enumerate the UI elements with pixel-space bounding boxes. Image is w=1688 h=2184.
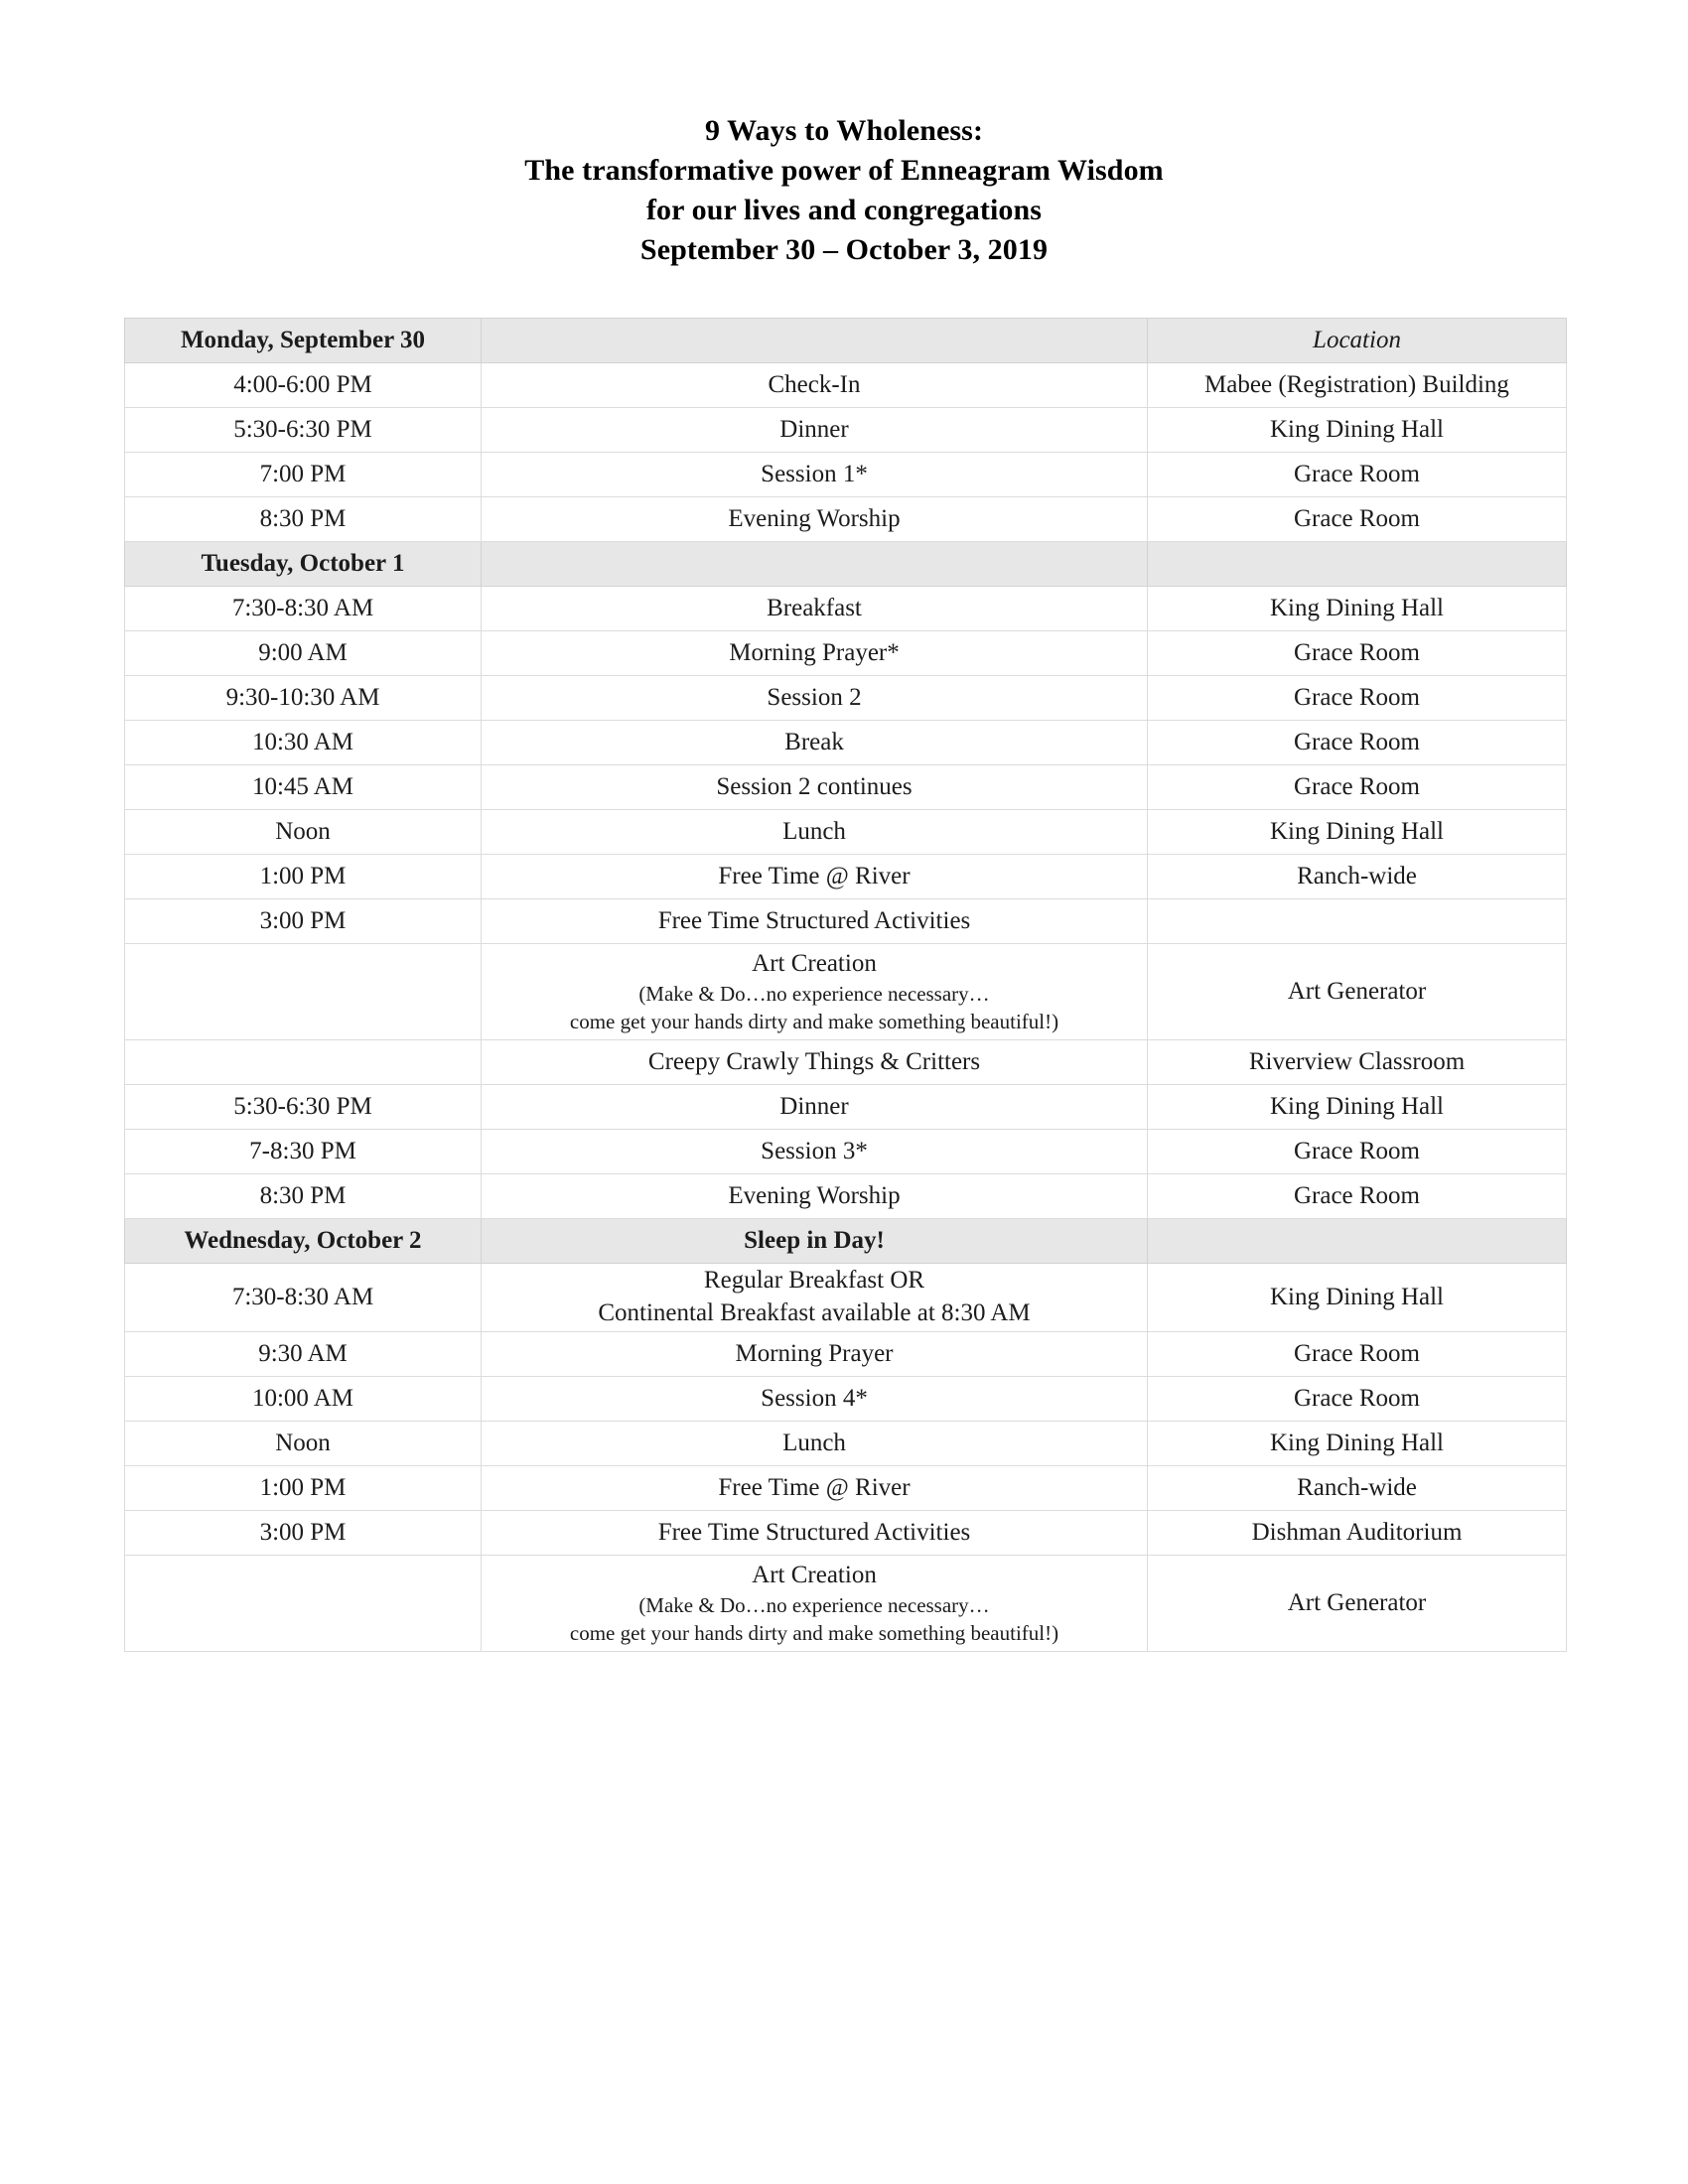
schedule-table [124, 318, 1567, 1652]
schedule-event-title: Evening Worship [728, 505, 901, 532]
schedule-time-cell: 7:30-8:30 AM [125, 1264, 482, 1332]
schedule-location-cell: King Dining Hall [1148, 1085, 1567, 1130]
schedule-event-cell [482, 721, 1148, 765]
schedule-row [125, 1377, 1567, 1422]
schedule-time-cell: 9:30 AM [125, 1332, 482, 1377]
schedule-time-cell [125, 1556, 482, 1652]
schedule-event-cell [482, 587, 1148, 631]
schedule-event-title: Session 2 continues [716, 773, 913, 800]
schedule-event-title: Art Creation [752, 950, 877, 977]
schedule-location-cell: King Dining Hall [1148, 587, 1567, 631]
schedule-event-title: Free Time @ River [718, 863, 911, 889]
schedule-location-cell: Grace Room [1148, 1332, 1567, 1377]
schedule-location-cell: Ranch-wide [1148, 1466, 1567, 1511]
schedule-time-cell: 3:00 PM [125, 899, 482, 944]
day-label: Monday, September 30 [125, 319, 482, 363]
schedule-row [125, 944, 1567, 1040]
schedule-location-cell: Dishman Auditorium [1148, 1511, 1567, 1556]
schedule-event-cell [482, 497, 1148, 542]
schedule-location-cell: Art Generator [1148, 1556, 1567, 1652]
schedule-row [125, 1556, 1567, 1652]
schedule-row [125, 1511, 1567, 1556]
schedule-event-title: Session 3* [761, 1138, 868, 1164]
schedule-location-cell [1148, 899, 1567, 944]
schedule-event-cell [482, 1264, 1148, 1332]
schedule-row [125, 1332, 1567, 1377]
schedule-table-body [125, 319, 1567, 1652]
schedule-row [125, 1130, 1567, 1174]
schedule-event-title: Lunch [782, 818, 846, 845]
schedule-location-cell: Grace Room [1148, 497, 1567, 542]
schedule-location-cell: Grace Room [1148, 1130, 1567, 1174]
schedule-row [125, 631, 1567, 676]
document-title-block [0, 0, 1688, 270]
schedule-location-cell: Grace Room [1148, 1377, 1567, 1422]
schedule-time-cell: 9:00 AM [125, 631, 482, 676]
schedule-time-cell: 10:30 AM [125, 721, 482, 765]
schedule-event-cell [482, 676, 1148, 721]
schedule-time-cell: 8:30 PM [125, 497, 482, 542]
schedule-event-title: Evening Worship [728, 1182, 901, 1209]
schedule-event-cell [482, 810, 1148, 855]
schedule-event-title: Free Time Structured Activities [657, 1519, 971, 1546]
schedule-time-cell: 5:30-6:30 PM [125, 1085, 482, 1130]
title-line-1: 9 Ways to Wholeness: [704, 114, 984, 147]
schedule-time-cell: 7-8:30 PM [125, 1130, 482, 1174]
schedule-event-cell [482, 1466, 1148, 1511]
schedule-event-title: Session 2 [767, 684, 862, 711]
schedule-event-title: Check-In [768, 371, 861, 398]
schedule-location-cell: Grace Room [1148, 721, 1567, 765]
schedule-location-cell: Grace Room [1148, 676, 1567, 721]
schedule-time-cell: Noon [125, 1422, 482, 1466]
schedule-event-cell [482, 1174, 1148, 1219]
schedule-table-wrapper [124, 318, 1566, 1652]
title-line-2: The transformative power of Enneagram Wisdom [524, 154, 1164, 187]
schedule-event-cell [482, 855, 1148, 899]
schedule-event-title: Lunch [782, 1430, 846, 1456]
schedule-time-cell [125, 944, 482, 1040]
schedule-time-cell: 10:00 AM [125, 1377, 482, 1422]
schedule-event-title: Regular Breakfast OR [703, 1267, 925, 1294]
schedule-row [125, 1085, 1567, 1130]
day-header-row [125, 1219, 1567, 1264]
schedule-row [125, 765, 1567, 810]
schedule-row [125, 1422, 1567, 1466]
schedule-event-subtitle-1: (Make & Do…no experience necessary… [638, 982, 990, 1006]
location-column-header [1148, 1219, 1567, 1264]
schedule-time-cell: 1:00 PM [125, 855, 482, 899]
schedule-event-cell [482, 1556, 1148, 1652]
schedule-event-cell [482, 1377, 1148, 1422]
schedule-event-subtitle-1: (Make & Do…no experience necessary… [638, 1593, 990, 1617]
day-note [482, 542, 1148, 587]
schedule-location-cell: Art Generator [1148, 944, 1567, 1040]
day-label: Wednesday, October 2 [125, 1219, 482, 1264]
schedule-event-cell [482, 631, 1148, 676]
day-note [482, 319, 1148, 363]
schedule-time-cell: Noon [125, 810, 482, 855]
day-header-row [125, 542, 1567, 587]
schedule-time-cell: 8:30 PM [125, 1174, 482, 1219]
day-label: Tuesday, October 1 [125, 542, 482, 587]
schedule-event-title: Morning Prayer [735, 1340, 894, 1367]
schedule-location-cell: Ranch-wide [1148, 855, 1567, 899]
schedule-row [125, 1264, 1567, 1332]
schedule-location-cell: Grace Room [1148, 453, 1567, 497]
schedule-event-title: Morning Prayer* [729, 639, 900, 666]
schedule-event-cell [482, 1130, 1148, 1174]
schedule-time-cell: 7:00 PM [125, 453, 482, 497]
schedule-location-cell: Mabee (Registration) Building [1148, 363, 1567, 408]
schedule-event-title: Creepy Crawly Things & Critters [647, 1048, 981, 1075]
day-note: Sleep in Day! [482, 1219, 1148, 1264]
schedule-event-cell [482, 453, 1148, 497]
schedule-time-cell: 3:00 PM [125, 1511, 482, 1556]
schedule-row [125, 899, 1567, 944]
schedule-event-cell [482, 408, 1148, 453]
schedule-time-cell: 10:45 AM [125, 765, 482, 810]
schedule-event-title: Session 1* [761, 461, 868, 487]
schedule-event-cell [482, 899, 1148, 944]
schedule-row [125, 587, 1567, 631]
schedule-event-title: Session 4* [761, 1385, 868, 1412]
location-column-header: Location [1148, 319, 1567, 363]
day-header-row [125, 319, 1567, 363]
schedule-event-line2: Continental Breakfast available at 8:30 AM [598, 1299, 1031, 1326]
schedule-event-title: Free Time @ River [718, 1474, 911, 1501]
schedule-event-cell [482, 1511, 1148, 1556]
schedule-location-cell: King Dining Hall [1148, 810, 1567, 855]
schedule-time-cell: 4:00-6:00 PM [125, 363, 482, 408]
title-line-4: September 30 – October 3, 2019 [639, 233, 1049, 266]
schedule-event-cell [482, 1332, 1148, 1377]
schedule-time-cell: 9:30-10:30 AM [125, 676, 482, 721]
schedule-event-subtitle-2: come get your hands dirty and make something beautiful!) [569, 1621, 1059, 1645]
schedule-time-cell: 5:30-6:30 PM [125, 408, 482, 453]
schedule-event-title: Dinner [779, 416, 849, 443]
schedule-location-cell: Riverview Classroom [1148, 1040, 1567, 1085]
schedule-time-cell [125, 1040, 482, 1085]
schedule-time-cell: 7:30-8:30 AM [125, 587, 482, 631]
schedule-row [125, 721, 1567, 765]
schedule-row [125, 855, 1567, 899]
schedule-row [125, 497, 1567, 542]
schedule-time-cell: 1:00 PM [125, 1466, 482, 1511]
schedule-event-cell [482, 363, 1148, 408]
title-line-3: for our lives and congregations [645, 194, 1043, 226]
schedule-location-cell: King Dining Hall [1148, 1264, 1567, 1332]
schedule-row [125, 408, 1567, 453]
schedule-event-cell [482, 765, 1148, 810]
location-column-header [1148, 542, 1567, 587]
schedule-row [125, 363, 1567, 408]
schedule-event-title: Art Creation [752, 1562, 877, 1588]
schedule-row [125, 676, 1567, 721]
schedule-location-cell: King Dining Hall [1148, 1422, 1567, 1466]
schedule-event-cell [482, 944, 1148, 1040]
schedule-event-title: Dinner [779, 1093, 849, 1120]
schedule-event-subtitle-2: come get your hands dirty and make something beautiful!) [569, 1010, 1059, 1033]
schedule-event-cell [482, 1085, 1148, 1130]
schedule-row [125, 1466, 1567, 1511]
schedule-event-title: Breakfast [767, 595, 862, 621]
schedule-event-title: Free Time Structured Activities [657, 907, 971, 934]
schedule-row [125, 810, 1567, 855]
schedule-row [125, 453, 1567, 497]
schedule-row [125, 1174, 1567, 1219]
schedule-location-cell: Grace Room [1148, 1174, 1567, 1219]
schedule-event-title: Break [784, 729, 844, 755]
schedule-location-cell: King Dining Hall [1148, 408, 1567, 453]
schedule-row [125, 1040, 1567, 1085]
schedule-event-cell [482, 1422, 1148, 1466]
schedule-event-cell [482, 1040, 1148, 1085]
schedule-location-cell: Grace Room [1148, 765, 1567, 810]
schedule-location-cell: Grace Room [1148, 631, 1567, 676]
